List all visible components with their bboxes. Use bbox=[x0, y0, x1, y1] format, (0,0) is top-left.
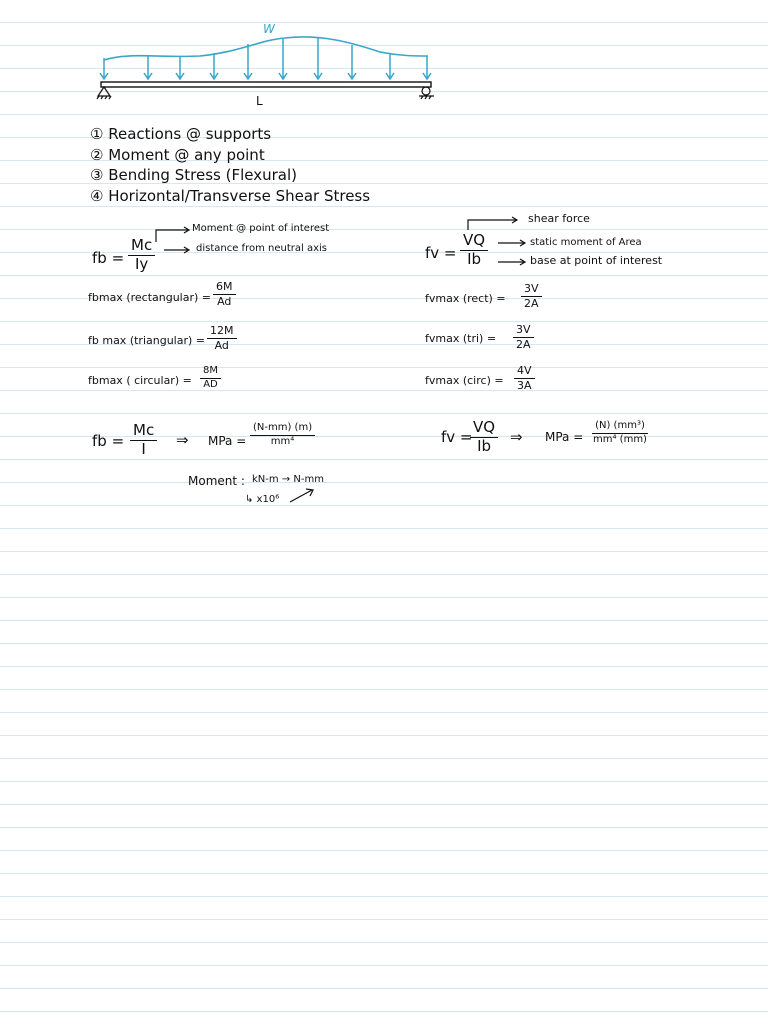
beam bbox=[101, 82, 431, 87]
units-fb-unit-lhs: MPa = bbox=[208, 434, 247, 448]
moment-conversion: kN-m → N-mm bbox=[252, 474, 324, 485]
fv-note-static: static moment of Area bbox=[530, 237, 642, 248]
fv-circ-lhs: fvmax (circ) = bbox=[425, 374, 504, 387]
fv-denominator: Ib bbox=[467, 249, 482, 268]
units-fb-unit-fraction: $\frac{(N-mm) (m)}{\text{mm⁴}}$ bbox=[250, 423, 315, 447]
fv-tri-fraction: $\frac{3V}{2A}$ bbox=[513, 324, 534, 350]
roller-support-right bbox=[419, 87, 434, 99]
moment-factor: ↳ x10⁶ bbox=[245, 494, 280, 505]
beam-diagram bbox=[0, 0, 768, 120]
moment-factor-arrow bbox=[288, 486, 318, 506]
fv-note-base: base at point of interest bbox=[530, 254, 663, 267]
units-fv-lhs: fv = bbox=[441, 428, 473, 446]
units-fb-arrow: ⇒ bbox=[176, 431, 189, 449]
fb-note-distance: distance from neutral axis bbox=[196, 243, 327, 254]
fv-circ-fraction: $\frac{4V}{3A}$ bbox=[514, 365, 535, 391]
fb-circ-fraction: $\frac{8M}{AD}$ bbox=[200, 366, 221, 390]
step-2: ② Moment @ any point bbox=[90, 146, 265, 164]
distributed-load-curve bbox=[104, 37, 428, 60]
step-4: ④ Horizontal/Transverse Shear Stress bbox=[90, 187, 371, 205]
load-label: W bbox=[263, 22, 275, 36]
fv-tri-lhs: fvmax (tri) = bbox=[425, 332, 497, 345]
units-fb-lhs: fb = bbox=[92, 432, 125, 450]
units-fv-unit-fraction: $\frac{\text{(N) (mm³)}}{\text{mm⁴ (mm)}}$ bbox=[593, 420, 647, 445]
fv-rect-lhs: fvmax (rect) = bbox=[425, 292, 506, 305]
fb-rect-lhs: fbmax (rectangular) = bbox=[88, 291, 212, 304]
fv-annotation-arrows bbox=[466, 212, 526, 272]
pin-support-left bbox=[97, 87, 111, 99]
units-fb-fraction: $\frac{Mc}{I}$ bbox=[130, 423, 157, 458]
fb-note-moment: Moment @ point of interest bbox=[192, 223, 330, 234]
fb-tri-lhs: fb max (triangular) = bbox=[88, 334, 205, 347]
fv-rect-fraction: $\frac{3V}{2A}$ bbox=[521, 283, 542, 309]
units-fv-fraction: $\frac{VQ}{Ib}$ bbox=[470, 420, 498, 455]
units-fv-arrow: ⇒ bbox=[510, 428, 523, 446]
step-1: ① Reactions @ supports bbox=[90, 125, 272, 143]
step-3: ③ Bending Stress (Flexural) bbox=[90, 166, 297, 184]
span-label: L bbox=[256, 94, 263, 108]
moment-label: Moment : bbox=[188, 474, 245, 488]
fb-denominator: Iy bbox=[134, 254, 149, 273]
fv-lhs: fv = bbox=[425, 244, 457, 262]
units-fv-unit-lhs: MPa = bbox=[545, 430, 584, 444]
fb-circ-lhs: fbmax ( circular) = bbox=[88, 374, 192, 387]
fb-rect-fraction: $\frac{6M}{Ad}$ bbox=[213, 281, 236, 307]
fv-note-shear: shear force bbox=[528, 212, 590, 225]
fb-numerator: Mc bbox=[128, 238, 155, 256]
load-arrows bbox=[100, 38, 431, 79]
fv-numerator: VQ bbox=[460, 233, 488, 251]
fb-lhs: fb = bbox=[92, 249, 125, 267]
fb-tri-fraction: $\frac{12M}{Ad}$ bbox=[207, 325, 237, 351]
